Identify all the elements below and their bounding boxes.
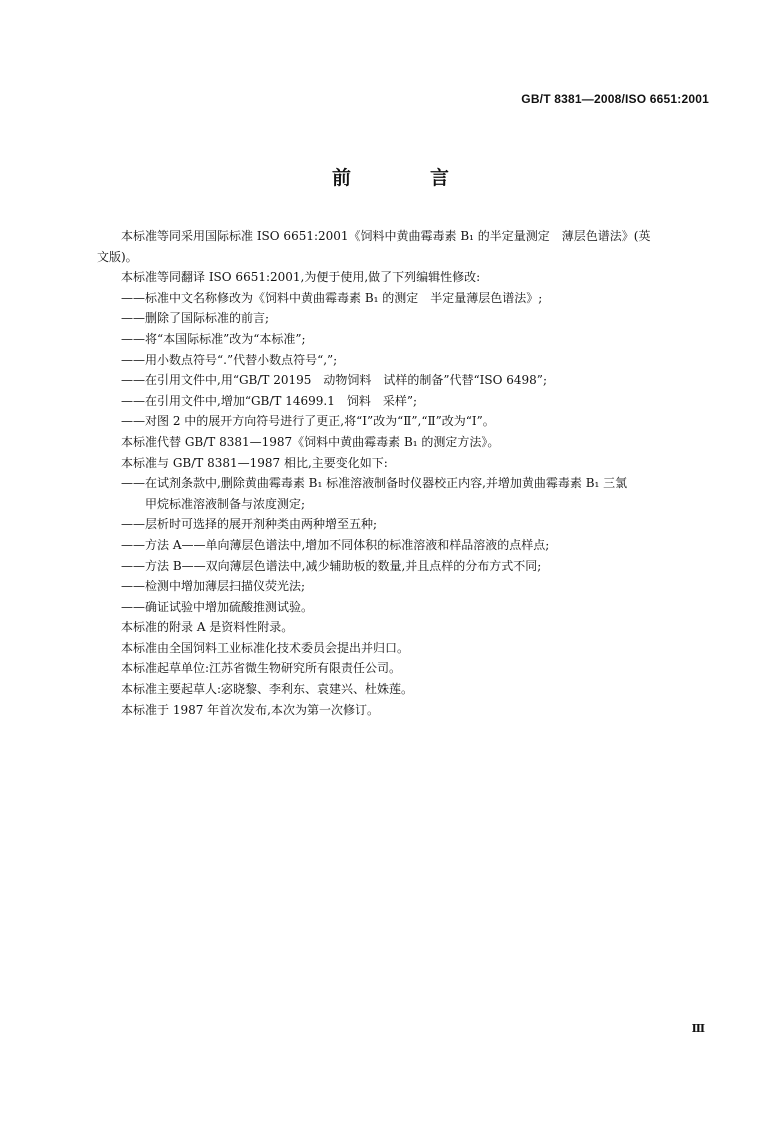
translation-paragraph: 本标准等同翻译 ISO 6651:2001,为便于使用,做了下列编辑性修改: (121, 270, 481, 285)
document-body (97, 226, 715, 720)
standard-code-header: GB/T 8381—2008/ISO 6651:2001 (521, 92, 709, 106)
list-item: ——方法 A——单向薄层色谱法中,增加不同体积的标准溶液和样品溶液的点样点; (121, 537, 550, 552)
list-item-continuation: 甲烷标准溶液制备与浓度测定; (145, 496, 306, 511)
list-item: ——在试剂条款中,删除黄曲霉毒素 B₁ 标准溶液制备时仪器校正内容,并增加黄曲霉毒素 B₁ 三氯 (121, 476, 628, 491)
list-item: ——方法 B——双向薄层色谱法中,减少辅助板的数量,并且点样的分布方式不同; (121, 558, 542, 573)
drafting-unit-paragraph: 本标准起草单位:江苏省微生物研究所有限责任公司。 (121, 661, 402, 676)
main-changes-list (97, 473, 715, 617)
page-number: Ⅲ (691, 1022, 705, 1035)
adoption-line-1: 本标准等同采用国际标准 ISO 6651:2001《饲料中黄曲霉毒素 B₁ 的半定量测定 薄层色谱法》(英 (121, 229, 651, 243)
list-item: ——对图 2 中的展开方向符号进行了更正,将“Ⅰ”改为“Ⅱ”,“Ⅱ”改为“Ⅰ”。 (121, 414, 495, 429)
history-paragraph: 本标准于 1987 年首次发布,本次为第一次修订。 (121, 702, 379, 717)
annex-paragraph: 本标准的附录 A 是资料性附录。 (121, 620, 294, 635)
list-item: ——确证试验中增加硫酸推测试验。 (121, 599, 314, 614)
page-title: 前 言 (331, 167, 479, 189)
comparison-paragraph: 本标准与 GB/T 8381—1987 相比,主要变化如下: (121, 455, 388, 470)
list-item: ——删除了国际标准的前言; (121, 311, 270, 326)
replacement-paragraph: 本标准代替 GB/T 8381—1987《饲料中黄曲霉毒素 B₁ 的测定方法》。 (121, 434, 500, 449)
list-item: ——用小数点符号“.”代替小数点符号“,”; (121, 352, 338, 367)
editorial-changes-list (97, 288, 715, 432)
proposer-paragraph: 本标准由全国饲料工业标准化技术委员会提出并归口。 (121, 640, 410, 655)
adoption-paragraph (97, 226, 715, 267)
list-item: ——检测中增加薄层扫描仪荧光法; (121, 579, 306, 594)
adoption-line-2: 文版)。 (97, 249, 138, 264)
drafters-paragraph: 本标准主要起草人:宓晓黎、李利东、袁建兴、杜姝莲。 (121, 682, 414, 697)
list-item: ——层析时可选择的展开剂种类由两种增至五种; (121, 517, 378, 532)
list-item: ——在引用文件中,增加“GB/T 14699.1 饲料 采样”; (121, 393, 418, 408)
list-item: ——在引用文件中,用“GB/T 20195 动物饲料 试样的制备”代替“ISO 6498”; (121, 373, 547, 388)
list-item: ——标准中文名称修改为《饲料中黄曲霉毒素 B₁ 的测定 半定量薄层色谱法》; (121, 290, 543, 305)
list-item: ——将“本国际标准”改为“本标准”; (121, 331, 306, 346)
